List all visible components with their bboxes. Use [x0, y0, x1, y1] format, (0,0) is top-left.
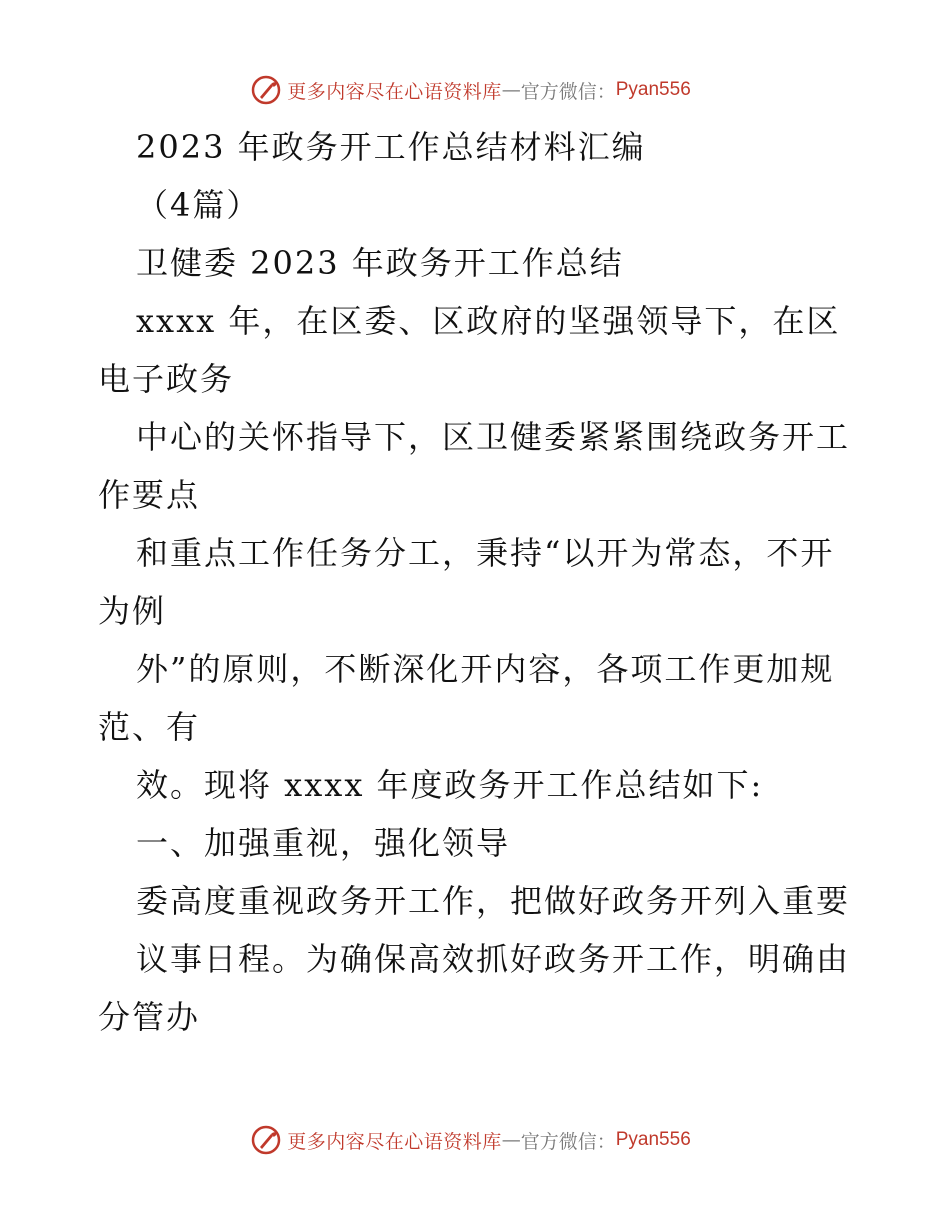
body-line: 外”的原则，不断深化开内容，各项工作更加规: [136, 650, 835, 688]
body-line: xxxx 年，在区委、区政府的坚强领导下，在区: [136, 302, 841, 340]
watermark-separator: —: [501, 1129, 521, 1151]
body-line: 作要点: [98, 476, 201, 514]
body-line: 中心的关怀指导下，区卫健委紧紧围绕政务开工: [136, 418, 851, 456]
watermark-separator: —: [501, 79, 521, 101]
body-line: 电子政务: [98, 360, 235, 398]
watermark-site-text: 更多内容尽在心语资料库: [287, 80, 502, 103]
watermark-contact-text: 官方微信：: [520, 1130, 616, 1153]
document-title: 2023 年政务开工作总结材料汇编: [136, 128, 646, 166]
watermark-contact-text: 官方微信：: [520, 80, 616, 103]
quill-logo-icon: [251, 75, 281, 105]
body-line: 效。现将 xxxx 年度政务开工作总结如下:: [136, 766, 764, 804]
body-line: 范、有: [98, 708, 201, 746]
watermark-wechat-id: Pyan556: [615, 1129, 691, 1150]
body-line: 分管办: [98, 998, 201, 1036]
document-title-count: （4篇）: [136, 186, 261, 224]
watermark-wechat-id: Pyan556: [615, 79, 691, 100]
body-line: 议事日程。为确保高效抓好政务开工作，明确由: [136, 940, 851, 978]
watermark-header: [0, 70, 950, 110]
body-line: 委高度重视政务开工作，把做好政务开列入重要: [136, 882, 851, 920]
quill-logo-icon: [251, 1125, 281, 1155]
watermark-footer: [0, 1120, 950, 1160]
watermark-site-text: 更多内容尽在心语资料库: [287, 1130, 502, 1153]
body-line: 和重点工作任务分工，秉持“以开为常态，不开: [136, 534, 835, 572]
body-line: 为例: [98, 592, 167, 630]
section-heading: 一、加强重视，强化领导: [136, 824, 511, 862]
document-subtitle: 卫健委 2023 年政务开工作总结: [136, 244, 624, 282]
